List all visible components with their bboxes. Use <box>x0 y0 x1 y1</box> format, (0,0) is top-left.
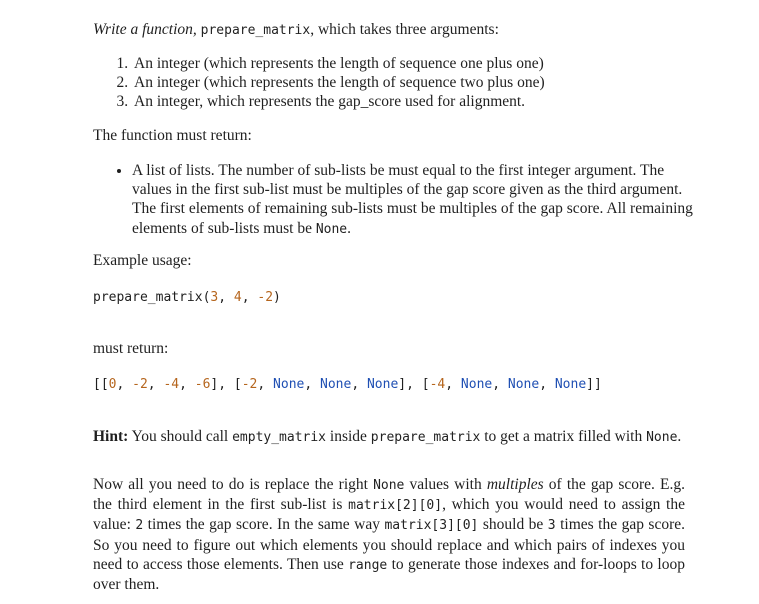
return-rule-end: . <box>347 219 352 237</box>
return-rule-item <box>132 161 707 239</box>
code-close: ) <box>273 290 281 305</box>
result-number: -4 <box>429 377 446 392</box>
example-heading: Example usage: <box>93 252 192 269</box>
final-code: range <box>348 557 388 573</box>
hint-label: Hint: <box>93 428 129 445</box>
code-arg: 4 <box>233 290 242 305</box>
example-code-block <box>93 290 281 305</box>
returns-heading: The function must return: <box>93 127 252 144</box>
argument-item: 2. An integer (which represents the length of sequence two plus one) <box>132 73 545 92</box>
must-return-text: must return: <box>93 340 169 357</box>
result-number: -2 <box>132 377 148 392</box>
result-punct: , <box>257 377 274 392</box>
result-punct: , <box>539 377 555 392</box>
result-punct: , <box>351 377 367 392</box>
arguments-list <box>111 54 545 111</box>
result-none: None <box>507 377 540 392</box>
result-number: -6 <box>194 377 211 392</box>
hint-code: empty_matrix <box>232 430 327 445</box>
result-punct: , <box>445 377 461 392</box>
result-code-block <box>93 377 602 392</box>
final-emphasis: multiples <box>486 476 544 493</box>
none-code: None <box>315 221 348 237</box>
hint-paragraph <box>93 427 688 447</box>
intro-paragraph <box>93 21 499 39</box>
final-text: values with <box>404 476 487 493</box>
result-none: None <box>366 377 399 392</box>
result-none: None <box>554 377 587 392</box>
final-text: should be <box>478 516 548 534</box>
result-punct: [[ <box>93 377 109 392</box>
result-number: -2 <box>241 377 258 392</box>
code-arg: 3 <box>210 290 219 305</box>
result-punct: ], [ <box>398 377 430 392</box>
result-none: None <box>320 377 352 392</box>
hint-code: prepare_matrix <box>370 430 481 445</box>
result-punct: , <box>116 377 133 392</box>
result-punct: , <box>492 377 508 392</box>
hint-text: You should call <box>128 428 233 445</box>
result-number: -4 <box>163 377 180 392</box>
code-arg: -2 <box>257 290 274 305</box>
result-punct: , <box>147 377 164 392</box>
final-paragraph <box>93 475 685 594</box>
result-none: None <box>273 377 305 392</box>
final-text: to generate those indexes and for-loops to loop over them. <box>93 555 685 594</box>
return-rule-text: A list of lists. The number of sub-lists be must equal to the first integer argument. The values in the first sub-list must be multiples of the gap score given as the third argument. The first elements of remaining sub-lists must be multiples of the gap score. All remaining elements of sub-lists must be <box>132 162 693 237</box>
hint-text: . <box>677 428 682 445</box>
code-sep: , <box>218 290 234 305</box>
argument-item: 3. An integer, which represents the gap_score used for alignment. <box>132 92 545 111</box>
final-text: Now all you need to do is replace the right <box>93 476 374 493</box>
final-text: , which you would need to assign the value: <box>93 496 685 534</box>
final-code: matrix[3][0] <box>384 518 479 534</box>
final-code: 3 <box>547 518 556 534</box>
final-text: of the gap score. E.g. the third element in the first sub-list is <box>93 476 686 514</box>
code-sep: , <box>241 290 258 305</box>
result-punct: ], [ <box>210 377 242 392</box>
result-none: None <box>460 377 493 392</box>
hint-code: None <box>646 430 678 445</box>
intro-suffix: , which takes three arguments: <box>310 21 499 38</box>
hint-text: to get a matrix filled with <box>480 428 647 445</box>
final-text: times the gap score. So you need to figure out which elements you should replace and which pairs of indexes you need to access those elements. Then use <box>93 516 686 573</box>
result-punct: ]] <box>586 377 602 392</box>
result-punct: , <box>304 377 321 392</box>
result-punct: , <box>179 377 195 392</box>
hint-text: inside <box>326 428 371 445</box>
final-code: matrix[2][0] <box>348 498 443 514</box>
final-code: None <box>373 478 405 493</box>
argument-item: 1. An integer (which represents the length of sequence one plus one) <box>132 54 545 73</box>
result-number: 0 <box>108 377 117 392</box>
final-text: times the gap score. In the same way <box>143 516 385 534</box>
return-rules-list <box>111 161 707 239</box>
final-code: 2 <box>135 518 144 534</box>
function-name-code: prepare_matrix <box>200 23 311 38</box>
code-func: prepare_matrix( <box>93 290 211 305</box>
intro-prefix: Write a function, <box>93 21 197 38</box>
